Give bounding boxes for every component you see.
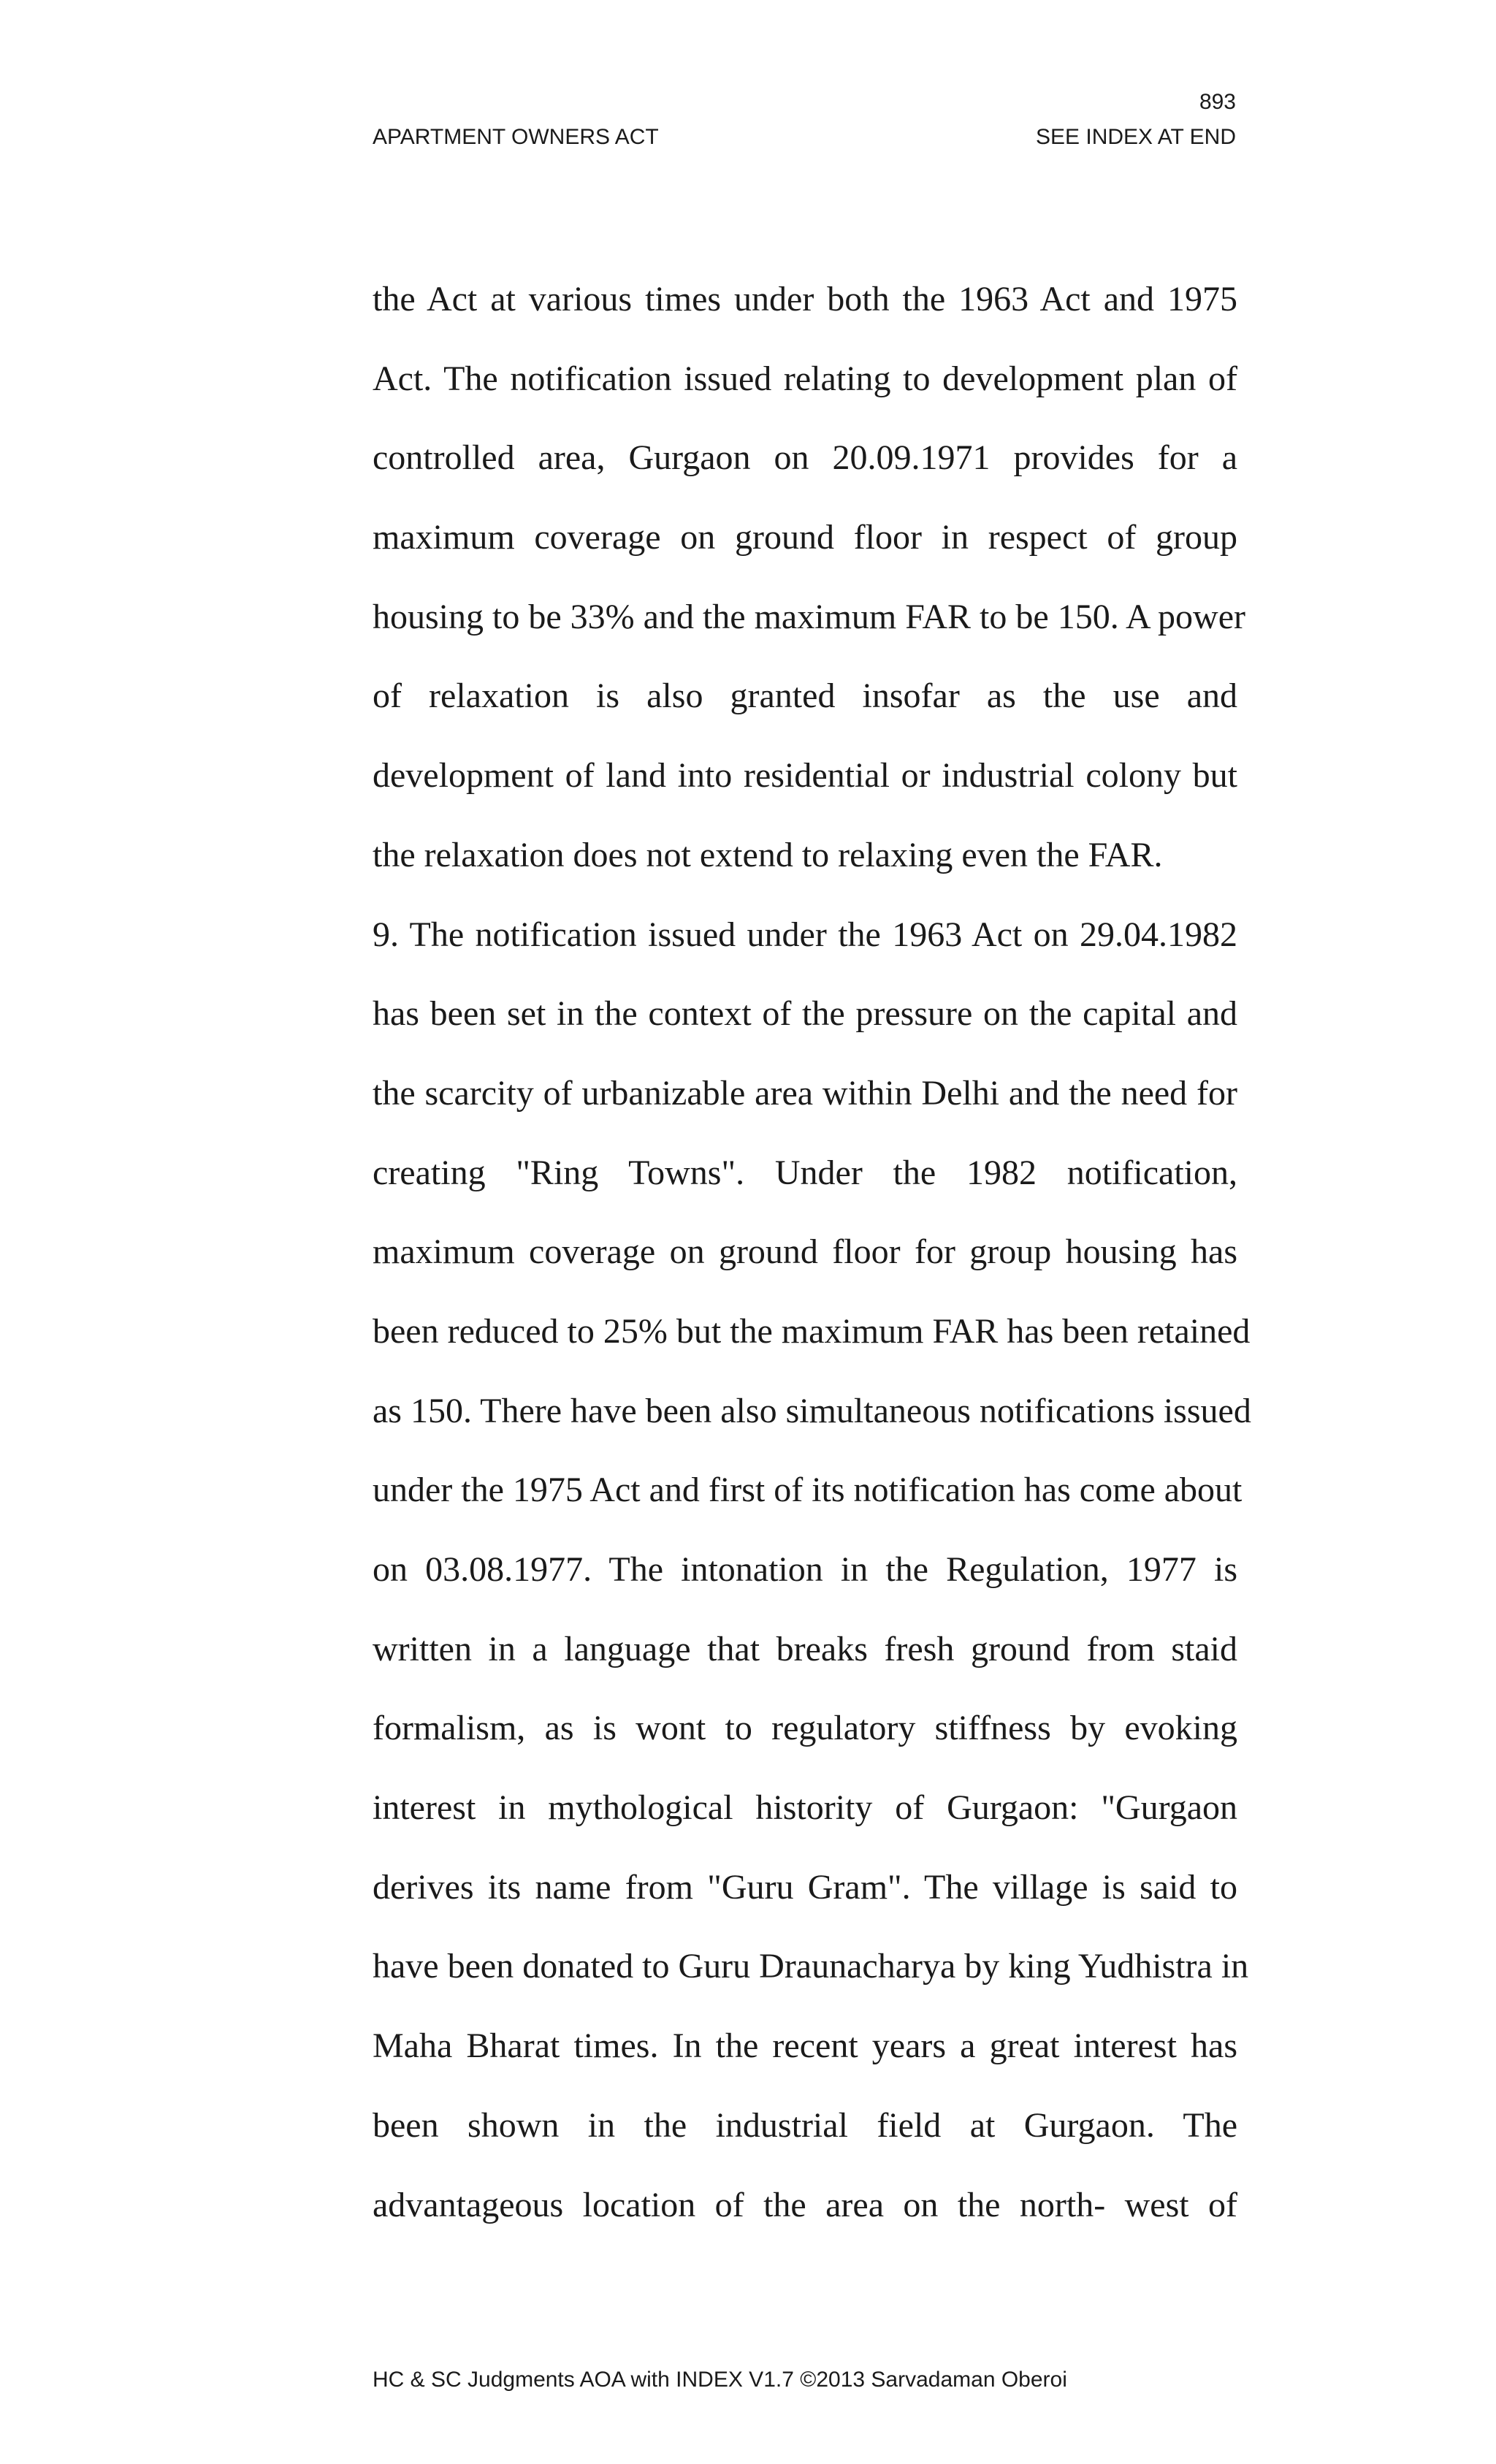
text-line: development of land into residential or industrial colony but <box>373 756 1237 796</box>
text-line: as 150. There have been also simultaneous notifications issued <box>373 1391 1251 1430</box>
text-line: interest in mythological histority of Gurgaon: "Gurgaon <box>373 1788 1237 1828</box>
text-line: maximum coverage on ground floor in respect of group <box>373 518 1237 557</box>
text-line: written in a language that breaks fresh ground from staid <box>373 1629 1237 1668</box>
document-body <box>373 260 1251 2245</box>
page-number: 893 <box>1199 90 1236 114</box>
text-line: the relaxation does not extend to relaxing even the FAR. <box>373 835 1163 874</box>
running-header <box>373 124 1236 150</box>
text-line: 9. The notification issued under the 1963 Act on 29.04.1982 <box>373 915 1237 954</box>
text-line: controlled area, Gurgaon on 20.09.1971 provides for a <box>373 438 1237 478</box>
text-line: under the 1975 Act and first of its notification has come about <box>373 1471 1243 1510</box>
header-index-note: SEE INDEX AT END <box>1036 125 1236 149</box>
text-line: maximum coverage on ground floor for group housing has <box>373 1232 1237 1272</box>
page-footer: HC & SC Judgments AOA with INDEX V1.7 ©2013 Sarvadaman Oberoi <box>373 2368 1067 2392</box>
text-line: have been donated to Guru Draunacharya by king Yudhistra in <box>373 1947 1249 1986</box>
text-line: formalism, as is wont to regulatory stiffness by evoking <box>373 1709 1237 1748</box>
header-title: APARTMENT OWNERS ACT <box>373 125 659 149</box>
text-line: the scarcity of urbanizable area within Delhi and the need for <box>373 1073 1237 1113</box>
text-line: derives its name from "Guru Gram". The village is said to <box>373 1867 1237 1907</box>
text-line: the Act at various times under both the 1963 Act and 1975 <box>373 280 1237 319</box>
text-line: advantageous location of the area on the north- west of <box>373 2185 1237 2224</box>
text-line: been reduced to 25% but the maximum FAR has been retained <box>373 1311 1251 1351</box>
text-line: has been set in the context of the pressure on the capital and <box>373 994 1237 1034</box>
text-line: on 03.08.1977. The intonation in the Regulation, 1977 is <box>373 1550 1237 1589</box>
text-line: housing to be 33% and the maximum FAR to be 150. A power <box>373 597 1246 636</box>
text-line: creating "Ring Towns". Under the 1982 notification, <box>373 1153 1237 1192</box>
text-line: Maha Bharat times. In the recent years a great interest has <box>373 2026 1237 2066</box>
text-line: of relaxation is also granted insofar as the use and <box>373 676 1237 716</box>
text-line: Act. The notification issued relating to development plan of <box>373 359 1237 398</box>
text-line: been shown in the industrial field at Gurgaon. The <box>373 2105 1237 2145</box>
